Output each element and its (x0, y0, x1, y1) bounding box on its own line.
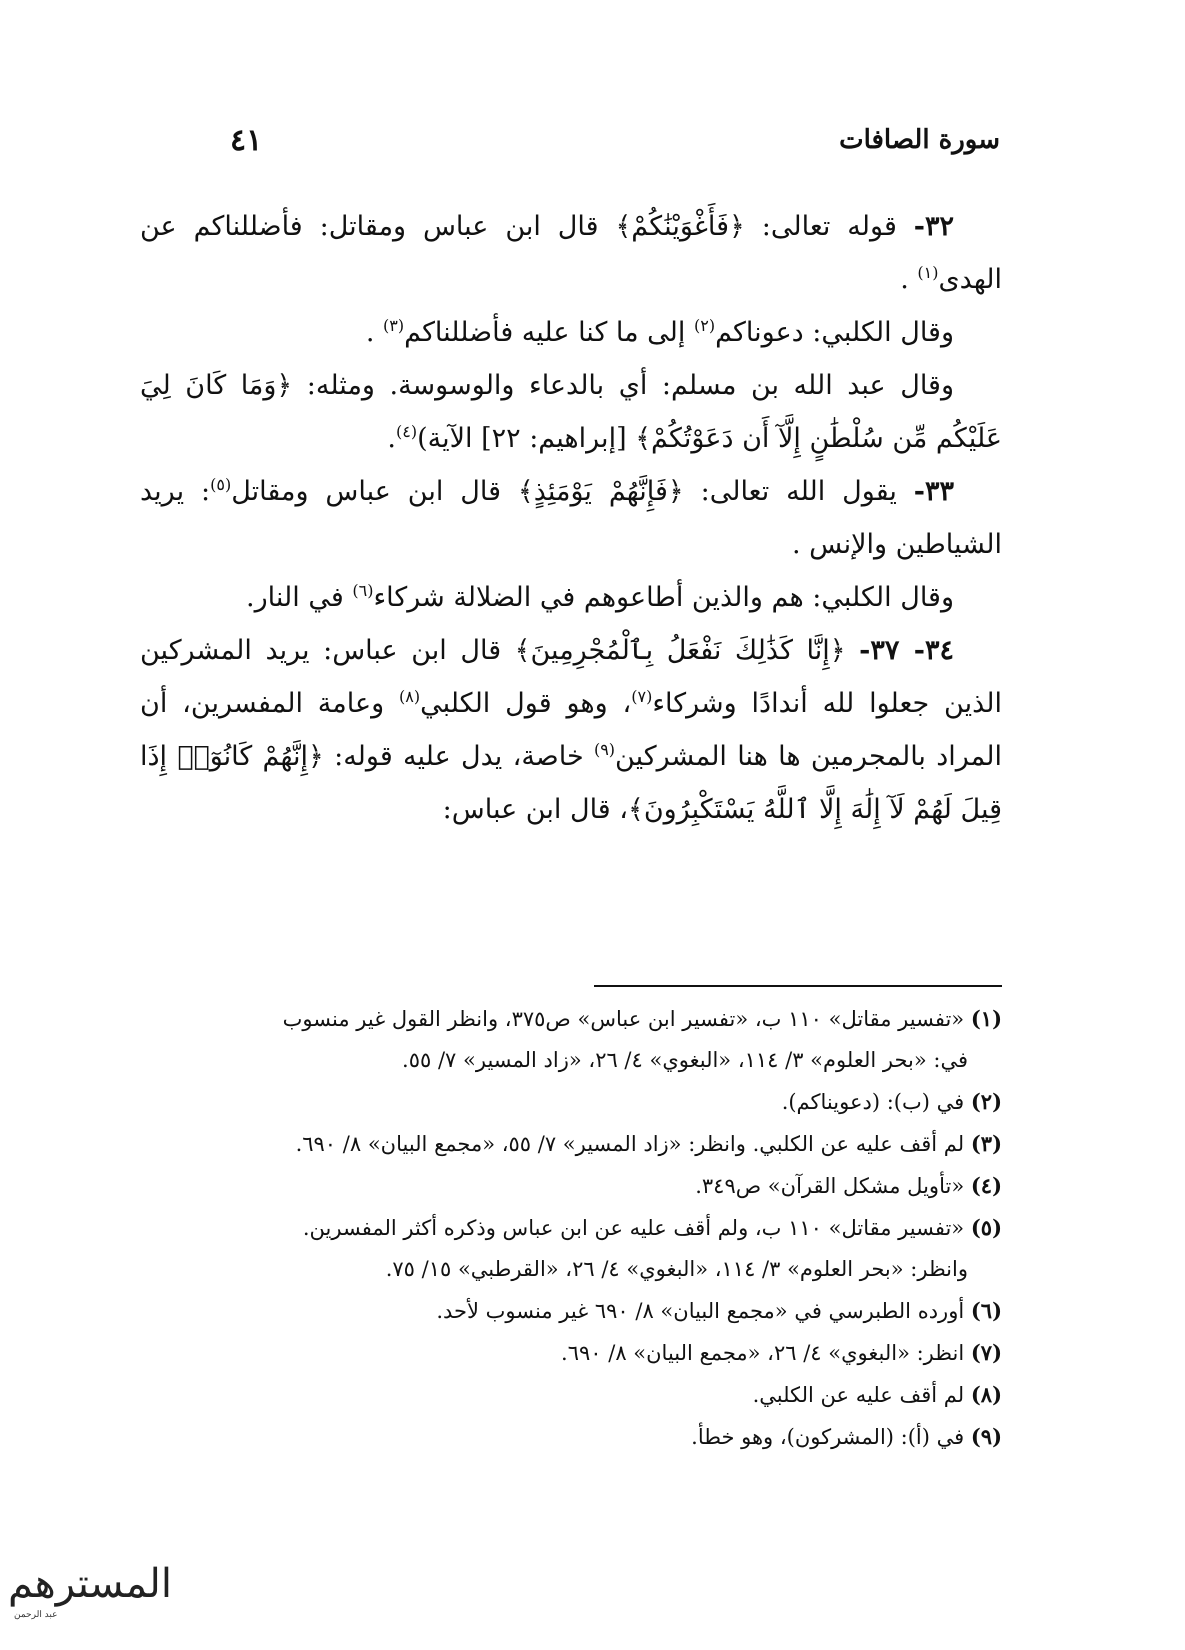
footnote-8 (140, 1374, 1002, 1416)
footnote-ref[interactable]: (٨) (398, 687, 421, 706)
paragraph-verse-32 (140, 200, 1002, 306)
text-span: قوله تعالى: (744, 211, 914, 242)
footnote-ref[interactable]: (٩) (593, 740, 616, 759)
watermark-logo (8, 1560, 172, 1640)
footnote-4 (140, 1165, 1002, 1207)
footnote-ref[interactable]: (٢) (693, 316, 716, 335)
footnote-text: في (أ): (المشركون)، وهو خطأ. (691, 1425, 971, 1449)
footnote-7 (140, 1332, 1002, 1374)
footnote-number: (٣) (970, 1131, 1002, 1156)
text-span: قال ابن عباس ومقاتل: فأضللناكم عن الهدى (140, 211, 1002, 295)
footnote-ref[interactable]: (٦) (352, 581, 374, 600)
footnote-number: (٨) (970, 1382, 1002, 1407)
text-span: [إبراهيم: ٢٢] الآية) (417, 423, 636, 454)
quran-quote: ﴿فَإِنَّهُمْ يَوْمَئِذٍ﴾ (517, 476, 684, 507)
logo-calligraphy: المسترهم (8, 1561, 172, 1607)
footnote-5 (140, 1207, 1002, 1249)
footnote-1-continuation: في: «بحر العلوم» ٣/ ١١٤، «البغوي» ٤/ ٢٦، «زاد المسير» ٧/ ٥٥. (402, 1048, 968, 1072)
quran-quote: ﴿وَمَا كَانَ لِيَ عَلَيْكُم مِّن سُلْطَٰنٍ إِلَّآ أَن دَعَوْتُكُمْ﴾ (140, 370, 1002, 454)
surah-title: سورة الصافات (839, 125, 1000, 155)
verse-number: ٣٢- (913, 211, 954, 242)
footnote-ref[interactable]: (١) (917, 263, 939, 282)
text-span (846, 635, 860, 666)
text-span: وعامة المفسرين، أن المراد بالمجرمين ها هنا المشركين (140, 688, 1002, 772)
text-span: . (900, 264, 918, 295)
logo-subtext: عبد الرحمن (14, 1610, 58, 1620)
footnote-text: في (ب): (دعويناكم). (781, 1090, 971, 1114)
text-span: يقول الله تعالى: (683, 476, 914, 507)
footnote-1 (140, 998, 1002, 1040)
paragraph-ibn-muslim (140, 359, 1002, 465)
text-span: . (387, 423, 396, 454)
text-span: خاصة، يدل عليه قوله: (323, 741, 594, 772)
footnote-9 (140, 1416, 1002, 1458)
paragraph-kalbi-2 (140, 571, 1002, 624)
paragraph-verse-34-37 (140, 624, 1002, 836)
quran-quote: ﴿إِنَّهُمْ كَانُوٓا۟ إِذَا قِيلَ لَهُمْ لَآ إِلَٰهَ إِلَّا ٱللَّهُ يَسْتَكْبِرُونَ﴾ (140, 741, 1002, 825)
footnote-ref[interactable]: (٣) (383, 316, 405, 335)
footnote-separator (594, 985, 1002, 987)
quran-quote: ﴿فَأَغْوَيْنَٰكُمْ﴾ (615, 211, 745, 242)
footnote-5-continuation: وانظر: «بحر العلوم» ٣/ ١١٤، «البغوي» ٤/ ٢٦، «القرطبي» ١٥/ ٧٥. (385, 1257, 968, 1281)
footnote-number: (٢) (970, 1089, 1002, 1114)
footnote-number: (٥) (970, 1215, 1002, 1240)
text-span: وقال عبد الله بن مسلم: أي بالدعاء والوسوسة. ومثله: (292, 370, 954, 401)
verse-number: ٣٣- (913, 476, 954, 507)
text-span: : يريد الشياطين والإنس . (140, 476, 1002, 560)
footnote-number: (٤) (970, 1173, 1002, 1198)
text-span: وقال الكلبي: دعوناكم (715, 317, 954, 348)
footnote-text: «تفسير مقاتل» ١١٠ ب، ولم أقف عليه عن ابن عباس وذكره أكثر المفسرين. (302, 1216, 971, 1240)
paragraph-kalbi-1 (140, 306, 1002, 359)
main-text (140, 200, 1002, 836)
footnote-text: «تأويل مشكل القرآن» ص٣٤٩. (695, 1174, 971, 1198)
text-span: ، قال ابن عباس: (442, 794, 628, 825)
verse-number: ٣٤- ٣٧- (859, 635, 954, 666)
footnote-text: لم أقف عليه عن الكلبي. (752, 1383, 971, 1407)
footnote-text: «تفسير مقاتل» ١١٠ ب، «تفسير ابن عباس» ص٣٧٥، وانظر القول غير منسوب (282, 1007, 971, 1031)
footnote-number: (٧) (970, 1340, 1002, 1365)
text-span: إلى ما كنا عليه فأضللناكم (404, 317, 694, 348)
footnote-ref[interactable]: (٥) (210, 475, 232, 494)
footnote-number: (١) (970, 1006, 1002, 1031)
page-header (140, 125, 1000, 165)
paragraph-verse-33 (140, 465, 1002, 571)
footnote-2 (140, 1081, 1002, 1123)
footnote-ref[interactable]: (٤) (395, 422, 418, 441)
text-span: قال ابن عباس ومقاتل (231, 476, 518, 507)
footnote-ref[interactable]: (٧) (631, 687, 653, 706)
footnote-text: انظر: «البغوي» ٤/ ٢٦، «مجمع البيان» ٨/ ٦٩٠. (561, 1341, 971, 1365)
footnote-text: أورده الطبرسي في «مجمع البيان» ٨/ ٦٩٠ غير منسوب لأحد. (436, 1299, 971, 1323)
quran-quote: ﴿إِنَّا كَذَٰلِكَ نَفْعَلُ بِٱلْمُجْرِمِينَ﴾ (514, 635, 846, 666)
text-span: وقال الكلبي: هم والذين أطاعوهم في الضلالة شركاء (373, 582, 954, 613)
text-span: . (365, 317, 383, 348)
footnote-3 (140, 1123, 1002, 1165)
text-span: ، وهو قول الكلبي (420, 688, 632, 719)
footnote-6 (140, 1290, 1002, 1332)
footnote-number: (٩) (970, 1424, 1002, 1449)
text-span: في النار. (246, 582, 353, 613)
text-span: قال ابن عباس: يريد المشركين الذين جعلوا لله أندادًا وشركاء (140, 635, 1003, 719)
footnote-number: (٦) (970, 1298, 1002, 1323)
page-number: ٤١ (230, 123, 263, 158)
footnotes (140, 998, 1002, 1458)
footnote-text: لم أقف عليه عن الكلبي. وانظر: «زاد المسير» ٧/ ٥٥، «مجمع البيان» ٨/ ٦٩٠. (295, 1132, 971, 1156)
